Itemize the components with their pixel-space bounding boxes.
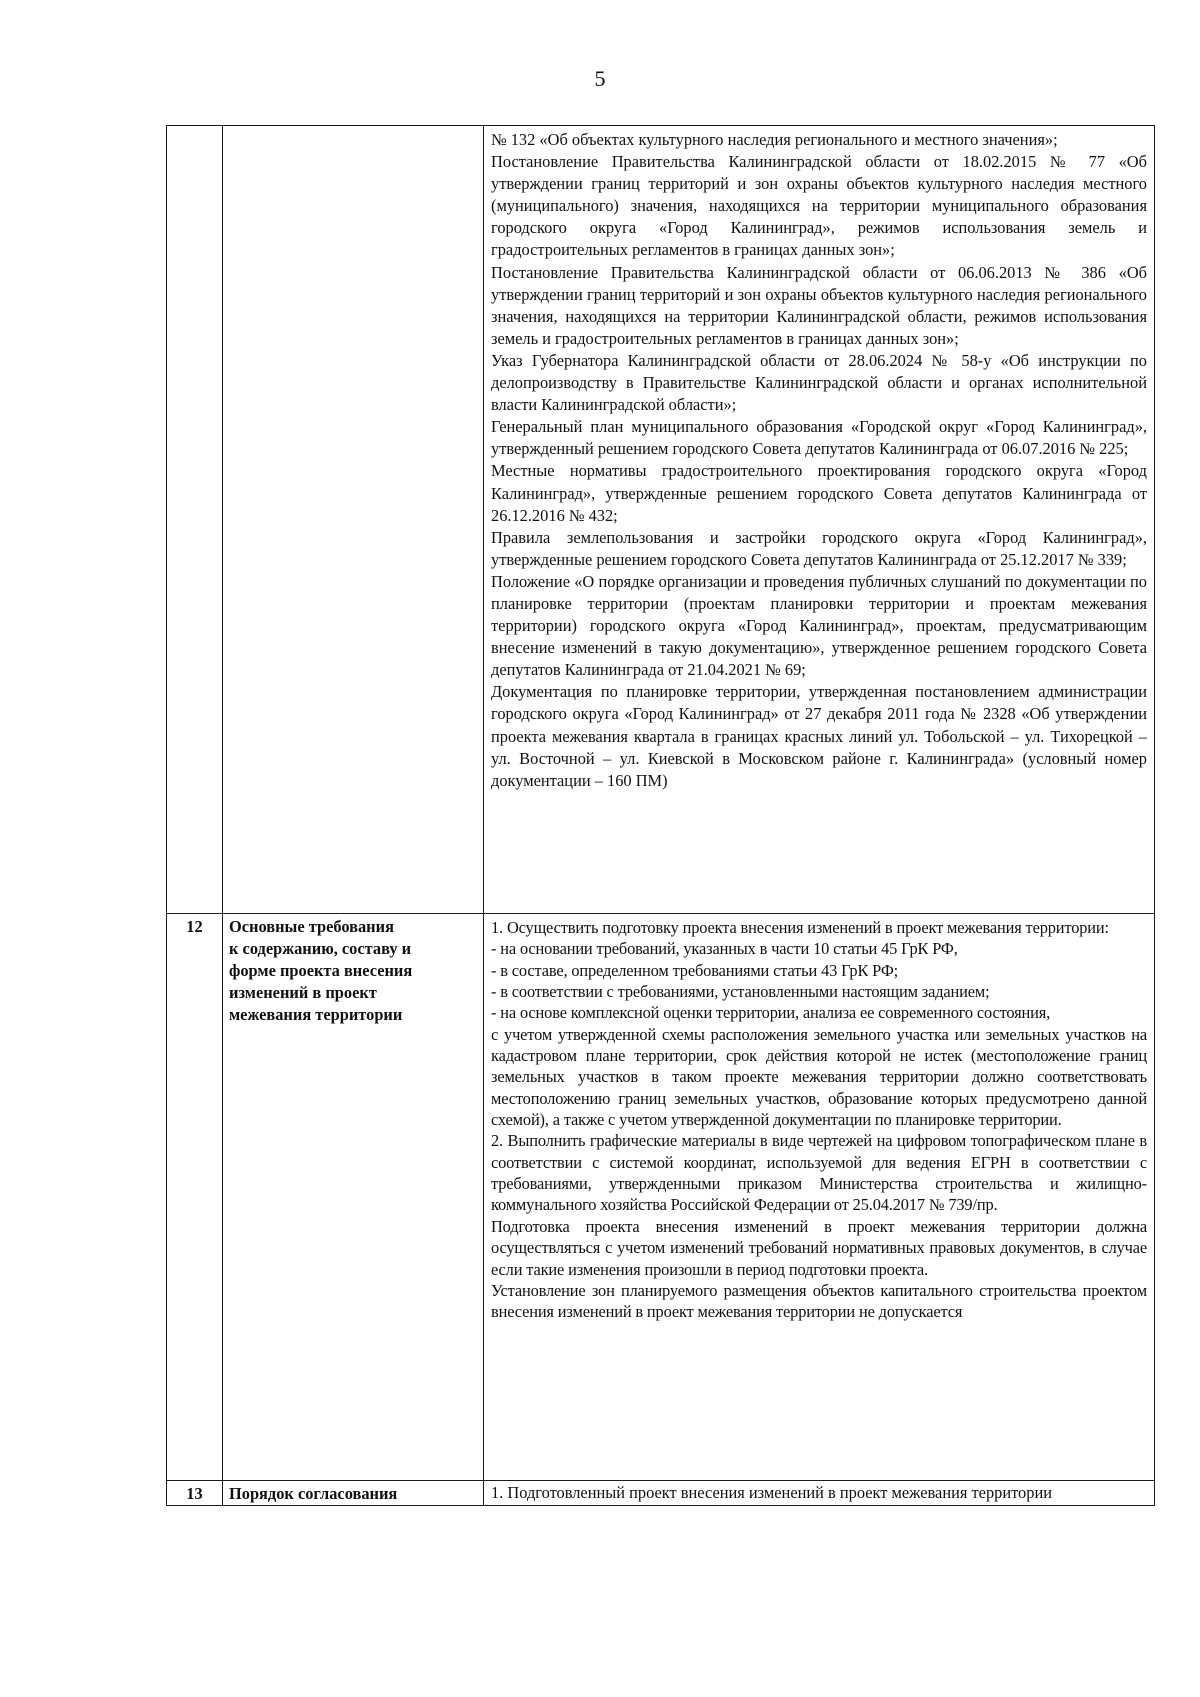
row-title-line: Основные требования: [229, 917, 394, 936]
content-paragraph: - в составе, определенном требованиями статьи 43 ГрК РФ;: [491, 960, 899, 980]
row-number: [167, 126, 223, 914]
row-title-line: изменений в проект: [229, 983, 377, 1003]
requirements-table: [166, 125, 1155, 1506]
content-paragraph: Правила землепользования и застройки городского округа «Город Калининград», утвержденные решением городского Совета депутатов Калининграда от 25.12.2017 № 339;: [491, 527, 1147, 569]
row-title: [223, 126, 484, 914]
row-title-line: форме проекта внесения: [229, 961, 413, 981]
row-content: [484, 914, 1155, 1481]
content-paragraph: Постановление Правительства Калининградской области от 06.06.2013 № 386 «Об утверждении границ территорий и зон охраны объектов культурного наследия регионального значения, находящихся на территории Калининградской области, режимов использования земель и градостроительных регламентов в границах данных зон»;: [491, 262, 1147, 348]
row-number: 13: [167, 1481, 223, 1506]
content-paragraph: Постановление Правительства Калининградской области от 18.02.2015 № 77 «Об утверждении границ территорий и зон охраны объектов культурного наследия местного (муниципального) значения, находящихся на территории муниципального образования городского округа «Город Калининград», режимов использования земель и градостроительных регламентов в границах данных зон»;: [491, 152, 1147, 260]
table-row: [167, 1481, 1155, 1506]
content-paragraph: Положение «О порядке организации и проведения публичных слушаний по документации по планировке территории (проектам планировки территории и проектам межевания территории) городского округа «Город Калининград», проектам, предусматривающим внесение изменений в такую документацию», утвержденное решением городского Совета депутатов Калининграда от 21.04.2021 № 69;: [491, 571, 1147, 680]
content-paragraph: 1. Осуществить подготовку проекта внесения изменений в проект межевания территории:: [491, 918, 1109, 937]
row-title: [223, 1481, 484, 1506]
content-paragraph: - на основании требований, указанных в части 10 статьи 45 ГрК РФ,: [491, 939, 958, 959]
content-paragraph: Документация по планировке территории, утвержденная постановлением администрации городского округа «Город Калининград» от 27 декабря 2011 года № 2328 «Об утверждении проекта межевания квартала в границах красных линий ул. Тобольской – ул. Тихорецкой – ул. Восточной – ул. Киевской в Московском районе г. Калининграда» (условный номер документации – 160 ПМ): [491, 682, 1147, 790]
content-paragraph: 2. Выполнить графические материалы в виде чертежей на цифровом топографическом плане в соответствии с системой координат, используемой для ведения ЕГРН в соответствии с требованиями, утвержденными приказом Министерства строительства и жилищно-коммунального хозяйства Российской Федерации от 25.04.2017 № 739/пр.: [491, 1131, 1147, 1215]
content-paragraph: Подготовка проекта внесения изменений в проект межевания территории должна осуществляться с учетом изменений требований нормативных правовых документов, в случае если такие изменения произошли в период подготовки проекта.: [491, 1216, 1147, 1279]
content-paragraph: - в соответствии с требованиями, установленными настоящим заданием;: [491, 982, 990, 1002]
row-content: [484, 126, 1155, 914]
content-paragraph: Указ Губернатора Калининградской области от 28.06.2024 № 58-у «Об инструкции по делопроизводству в Правительстве Калининградской области и органах исполнительной власти Калининградской области»;: [491, 350, 1147, 415]
content-paragraph: - на основе комплексной оценки территории, анализа ее современного состояния,: [491, 1003, 1051, 1023]
row-content: [484, 1481, 1155, 1506]
page-number: 5: [594, 66, 606, 91]
row-title: [223, 914, 484, 1481]
table-row: [167, 126, 1155, 914]
row-number: 12: [167, 914, 223, 1481]
table-row: [167, 914, 1155, 1481]
content-paragraph: Местные нормативы градостроительного проектирования городского округа «Город Калининград», утвержденные решением городского Совета депутатов Калининграда от 26.12.2016 № 432;: [491, 461, 1147, 525]
row-title-line: Порядок согласования: [229, 1484, 398, 1503]
content-paragraph: Генеральный план муниципального образования «Городской округ «Город Калининград», утвержденный решением городского Совета депутатов Калининграда от 06.07.2016 № 225;: [491, 417, 1147, 459]
row-title-line: межевания территории: [229, 1005, 403, 1025]
row-title-line: к содержанию, составу и: [229, 939, 412, 959]
content-paragraph: 1. Подготовленный проект внесения изменений в проект межевания территории: [491, 1483, 1052, 1502]
content-paragraph: с учетом утвержденной схемы расположения земельного участка или земельных участков на кадастровом плане территории, срок действия которой не истек (местоположение границ земельных участков в таком проекте межевания территории должно соответствовать местоположению границ земельных участков, образование которых предусмотрено данной схемой), а также с учетом утвержденной документации по планировке территории.: [491, 1024, 1147, 1130]
content-paragraph: № 132 «Об объектах культурного наследия регионального и местного значения»;: [491, 130, 1058, 149]
content-paragraph: Установление зон планируемого размещения объектов капитального строительства проектом внесения изменений в проект межевания территории не допускается: [491, 1280, 1147, 1322]
